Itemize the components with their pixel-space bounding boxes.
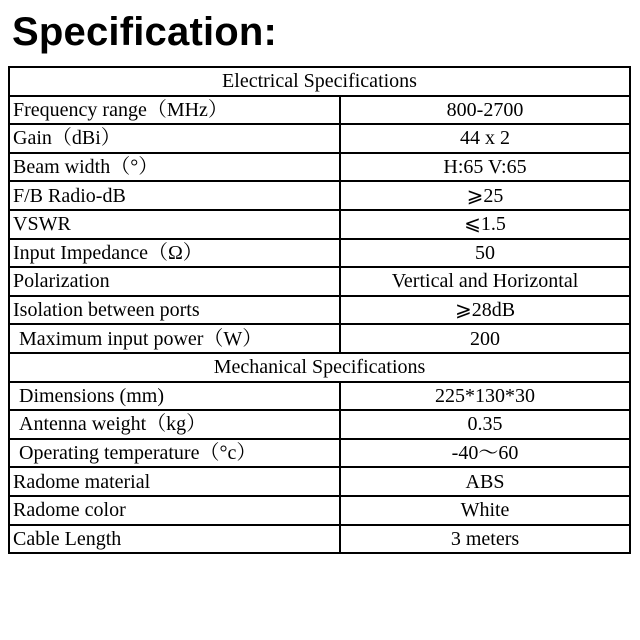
- table-row: [9, 525, 630, 554]
- row-label: Radome material: [9, 467, 340, 496]
- row-label: Beam width（°）: [9, 153, 340, 182]
- table-row: [9, 153, 630, 182]
- row-label: Isolation between ports: [9, 296, 340, 325]
- row-value: ⩾25: [340, 181, 630, 210]
- table-row: [9, 210, 630, 239]
- table-row: [9, 382, 630, 411]
- table-row: [9, 410, 630, 439]
- row-label: F/B Radio-dB: [9, 181, 340, 210]
- row-value: ⩽1.5: [340, 210, 630, 239]
- row-value: Vertical and Horizontal: [340, 267, 630, 296]
- row-label: VSWR: [9, 210, 340, 239]
- table-row: [9, 467, 630, 496]
- table-row: [9, 267, 630, 296]
- table-row: [9, 439, 630, 468]
- row-value: 200: [340, 324, 630, 353]
- row-value: 50: [340, 239, 630, 268]
- table-row: [9, 181, 630, 210]
- row-value: 225*130*30: [340, 382, 630, 411]
- row-label: Operating temperature（°c）: [9, 439, 340, 468]
- specification-table: [8, 66, 631, 554]
- table-row: [9, 324, 630, 353]
- table-row: [9, 496, 630, 525]
- row-label: Radome color: [9, 496, 340, 525]
- section-header-electrical: [9, 67, 630, 96]
- row-label: Polarization: [9, 267, 340, 296]
- mechanical-heading: Mechanical Specifications: [9, 353, 630, 382]
- row-label: Cable Length: [9, 525, 340, 554]
- page-title: Specification:: [12, 10, 278, 54]
- row-value: ABS: [340, 467, 630, 496]
- row-label: Antenna weight（kg）: [9, 410, 340, 439]
- row-value: White: [340, 496, 630, 525]
- row-value: 800-2700: [340, 96, 630, 125]
- table-row: [9, 96, 630, 125]
- section-header-mechanical: [9, 353, 630, 382]
- table-row: [9, 296, 630, 325]
- row-value: -40～60: [340, 439, 630, 468]
- row-value: 0.35: [340, 410, 630, 439]
- row-value: H:65 V:65: [340, 153, 630, 182]
- row-label: Gain（dBi）: [9, 124, 340, 153]
- row-label: Input Impedance（Ω）: [9, 239, 340, 268]
- electrical-heading: Electrical Specifications: [9, 67, 630, 96]
- table-row: [9, 124, 630, 153]
- row-value: ⩾28dB: [340, 296, 630, 325]
- row-label: Maximum input power（W）: [9, 324, 340, 353]
- row-label: Dimensions (mm): [9, 382, 340, 411]
- row-value: 44 x 2: [340, 124, 630, 153]
- table-row: [9, 239, 630, 268]
- row-value: 3 meters: [340, 525, 630, 554]
- row-label: Frequency range（MHz）: [9, 96, 340, 125]
